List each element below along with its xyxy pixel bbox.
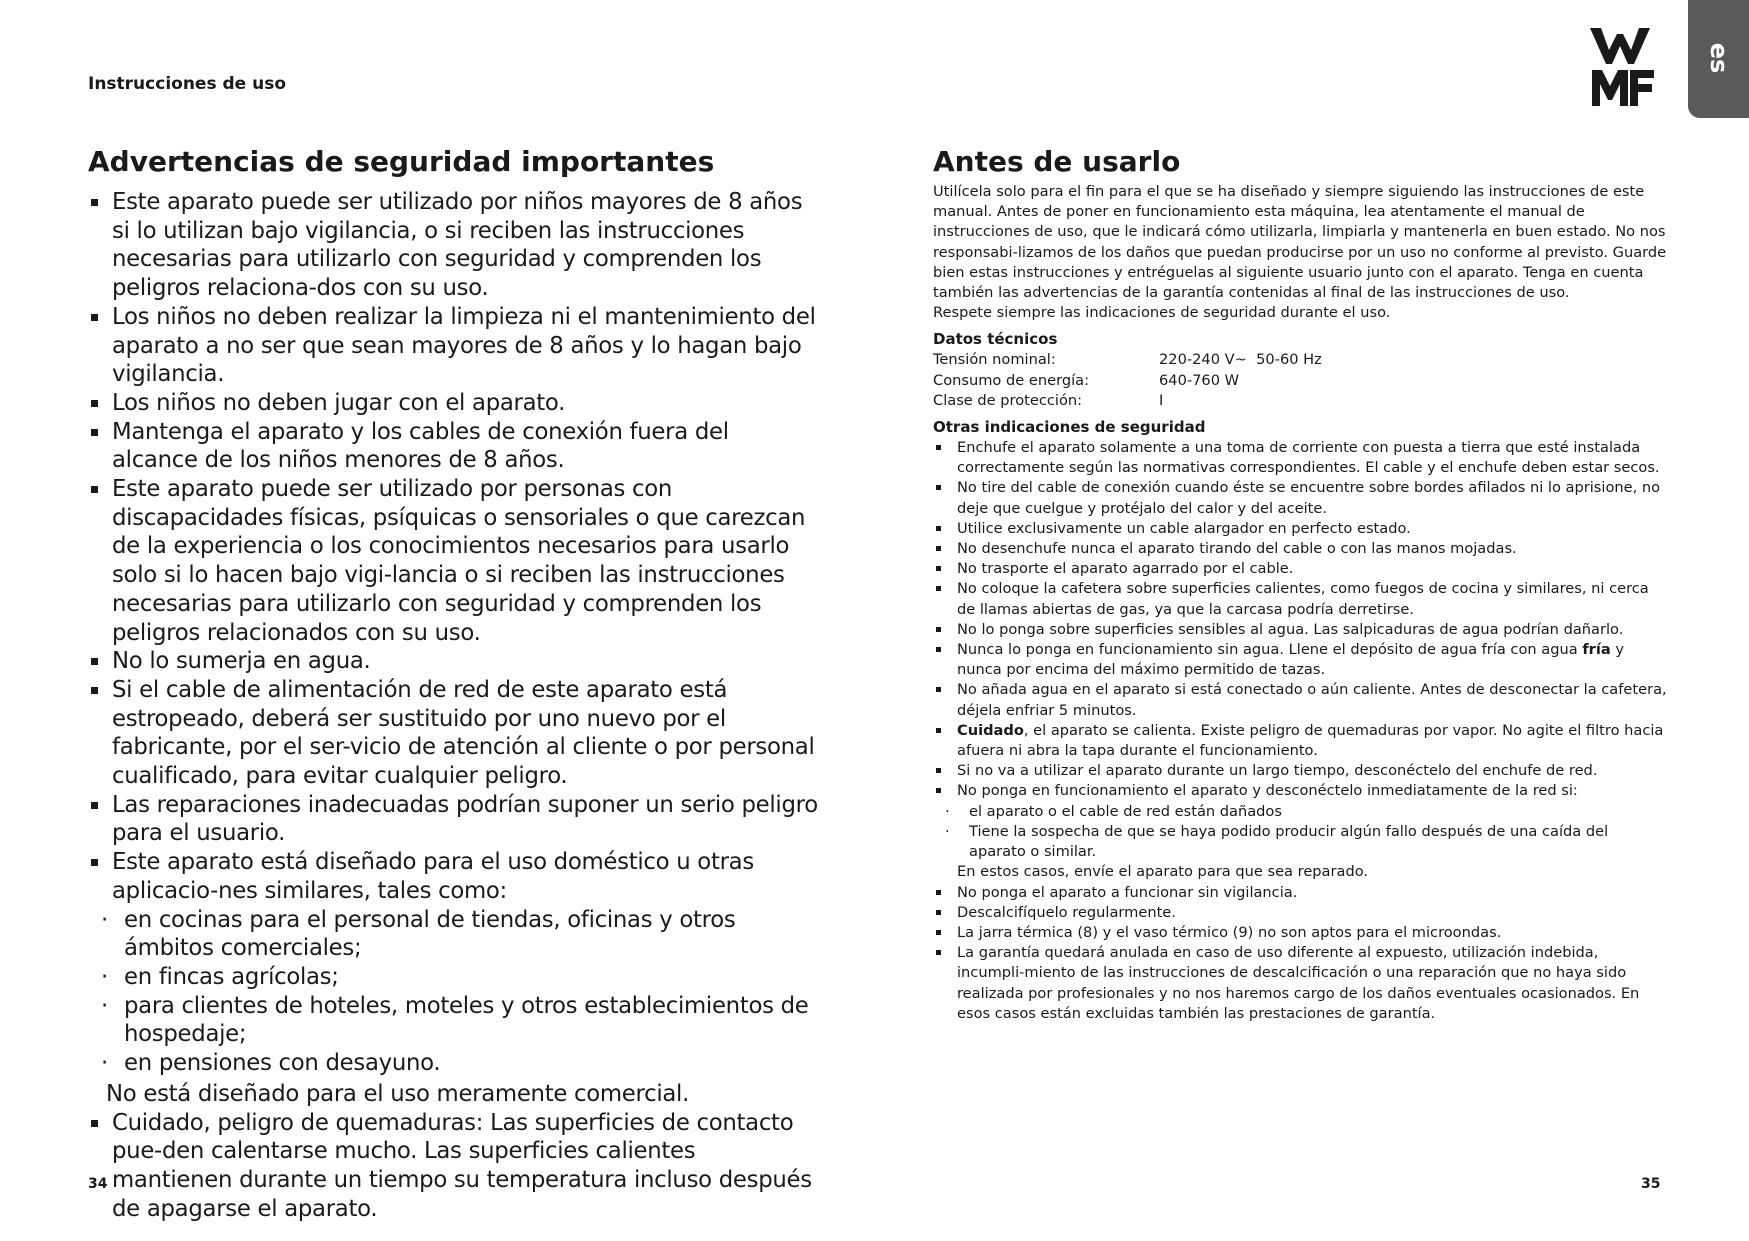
list-item-text: Este aparato está diseñado para el uso doméstico u otras aplicacio-nes similares, tales como:: [112, 849, 754, 904]
specs-title: Datos técnicos: [933, 330, 1058, 349]
sub-list-item: · para clientes de hoteles, moteles y otros establecimientos de hospedaje;: [88, 992, 818, 1049]
list-item: La jarra térmica (8) y el vaso térmico (9) no son aptos para el microondas.: [933, 923, 1668, 943]
list-item: No trasporte el aparato agarrado por el cable.: [933, 559, 1668, 579]
list-item: No añada agua en el aparato si está conectado o aún caliente. Antes de desconectar la cafetera, déjela enfriar 5 minutos.: [933, 680, 1668, 720]
list-item: [88, 848, 818, 1078]
list-item: Las reparaciones inadecuadas podrían suponer un serio peligro para el usuario.: [88, 791, 818, 848]
list-item: No desenchufe nunca el aparato tirando del cable o con las manos mojadas.: [933, 539, 1668, 559]
list-item: Si no va a utilizar el aparato durante un largo tiempo, desconéctelo del enchufe de red.: [933, 761, 1668, 781]
right-page: [933, 142, 1668, 1024]
sub-list-item: · en cocinas para el personal de tiendas, oficinas y otros ámbitos comerciales;: [88, 906, 818, 963]
sub-list-item: · el aparato o el cable de red están dañados: [933, 802, 1668, 822]
list-item: No lo ponga sobre superficies sensibles al agua. Las salpicaduras de agua podrían dañarlo.: [933, 620, 1668, 640]
list-item: La garantía quedará anulada en caso de uso diferente al expuesto, utilización indebida, incumpli-miento de las instrucciones de descalcificación o una reparación que no haya sido realizada por profesionales y no nos haremos cargo de los daños eventuales ocasionados. En esos casos están excluidas también las prestaciones de garantía.: [933, 943, 1668, 1024]
text-segment: y nunca por encima del máximo permitido de tazas.: [957, 641, 1624, 679]
language-code: es: [1704, 42, 1733, 74]
safety-warnings-list: [88, 188, 818, 1223]
language-tab: [1688, 0, 1749, 118]
list-item: [933, 721, 1668, 761]
list-item: [933, 640, 1668, 680]
repair-note: En estos casos, envíe el aparato para que sea reparado.: [957, 863, 1369, 881]
text-segment: , el aparato se calienta. Existe peligro de quemaduras por vapor. No agite el filtro hacia afuera ni abra la tapa durante el funcionamiento.: [957, 721, 1664, 760]
wmf-logo: [1590, 28, 1656, 106]
commercial-use-note: No está diseñado para el uso meramente comercial.: [106, 1080, 690, 1107]
intro-text: [933, 182, 1668, 323]
bold-segment: Cuidado: [957, 721, 1024, 739]
list-item: Mantenga el aparato y los cables de conexión fuera del alcance de los niños menores de 8 años.: [88, 418, 818, 475]
spec-label: Clase de protección:: [933, 391, 1083, 409]
sub-list-item: · en pensiones con desayuno.: [88, 1049, 818, 1078]
sub-list-item: · Tiene la sospecha de que se haya podido producir algún fallo después de una caída del aparato o similar.: [933, 822, 1668, 862]
list-item: No lo sumerja en agua.: [88, 647, 818, 676]
page-number-left: 34: [88, 1176, 108, 1192]
spec-value: I: [1159, 391, 1164, 409]
list-item: Descalcifíquelo regularmente.: [933, 903, 1668, 923]
spec-value: 640-760 W: [1159, 371, 1240, 389]
safety-warnings-title: Advertencias de seguridad importantes: [88, 145, 715, 178]
spec-label: Tensión nominal:: [933, 351, 1056, 369]
running-header: Instrucciones de uso: [88, 74, 287, 94]
spec-row: [933, 350, 1668, 370]
safety-list: [933, 438, 1668, 1024]
list-item: No ponga el aparato a funcionar sin vigilancia.: [933, 883, 1668, 903]
list-item: Los niños no deben jugar con el aparato.: [88, 389, 818, 418]
list-item: No tire del cable de conexión cuando éste se encuentre sobre bordes afilados ni lo aprisione, no deje que cuelgue y protéjalo del calor y del aceite.: [933, 478, 1668, 518]
list-item: Este aparato puede ser utilizado por personas con discapacidades físicas, psíquicas o sensoriales o que carezcan de la experiencia o los conocimientos necesarios para usarlo solo si lo hacen bajo vigi-lancia o si reciben las instrucciones necesarias para utilizarlo con seguridad y comprenden los peligros relacionados con su uso.: [88, 475, 818, 647]
page-number-right: 35: [1641, 1176, 1661, 1192]
list-item: Este aparato puede ser utilizado por niños mayores de 8 años si lo utilizan bajo vigilancia, o si reciben las instrucciones necesarias para utilizarlo con seguridad y comprenden los peligros relaciona-dos con su uso.: [88, 188, 818, 303]
list-item-text: No ponga en funcionamiento el aparato y desconéctelo inmediatamente de la red si:: [957, 782, 1578, 800]
list-item: Cuidado, peligro de quemaduras: Las superficies de contacto pue-den calentarse mucho. Las superficies calientes mantienen durante un tiempo su temperatura incluso después de apagarse el aparato.: [88, 1109, 818, 1224]
bold-segment: fría: [1582, 641, 1611, 659]
sub-list: [88, 906, 818, 1078]
safety-title: Otras indicaciones de seguridad: [933, 418, 1206, 437]
list-item: [933, 781, 1668, 862]
list-item: Si el cable de alimentación de red de este aparato está estropeado, deberá ser sustituido por uno nuevo por el fabricante, por el ser-vicio de atención al cliente o por personal cualificado, para evitar cualquier peligro.: [88, 676, 818, 791]
list-item: Los niños no deben realizar la limpieza ni el mantenimiento del aparato a no ser que sean mayores de 8 años y lo hagan bajo vigilancia.: [88, 303, 818, 389]
text-segment: Nunca lo ponga en funcionamiento sin agua. Llene el depósito de agua fría con agua: [957, 641, 1583, 659]
intro-paragraph-2: Respete siempre las indicaciones de seguridad durante el uso.: [933, 304, 1391, 322]
spec-row: [933, 391, 1668, 411]
specs-table: [933, 350, 1668, 411]
before-use-title: Antes de usarlo: [933, 145, 1181, 178]
left-page: [88, 142, 818, 1223]
list-item: Enchufe el aparato solamente a una toma de corriente con puesta a tierra que esté instalada correctamente según las normativas correspondientes. El cable y el enchufe deben estar secos.: [933, 438, 1668, 478]
spec-label: Consumo de energía:: [933, 371, 1090, 389]
list-item: Utilice exclusivamente un cable alargador en perfecto estado.: [933, 519, 1668, 539]
intro-paragraph: Utilícela solo para el fin para el que se ha diseñado y siempre siguiendo las instrucciones de este manual. Antes de poner en funcionamiento esta máquina, lea atentamente el manual de instrucciones de uso, que le indicará cómo utilizarla, limpiarla y mantenerla en buen estado. No nos responsabi-lizamos de los daños que puedan producirse por un uso no conforme al previsto. Guarde bien estas instrucciones y entréguelas al siguiente usuario junto con el aparato. Tenga en cuenta también las advertencias de la garantía contenidas al final de las instrucciones de uso.: [933, 183, 1667, 302]
spec-row: [933, 371, 1668, 391]
spec-value: 220-240 V~ 50-60 Hz: [1159, 351, 1322, 369]
sub-list-item: · en fincas agrícolas;: [88, 963, 818, 992]
list-item: No coloque la cafetera sobre superficies calientes, como fuegos de cocina y similares, ni cerca de llamas abiertas de gas, ya que la carcasa podría derretirse.: [933, 579, 1668, 619]
sub-list: [933, 802, 1668, 863]
note-item: [88, 1080, 818, 1109]
